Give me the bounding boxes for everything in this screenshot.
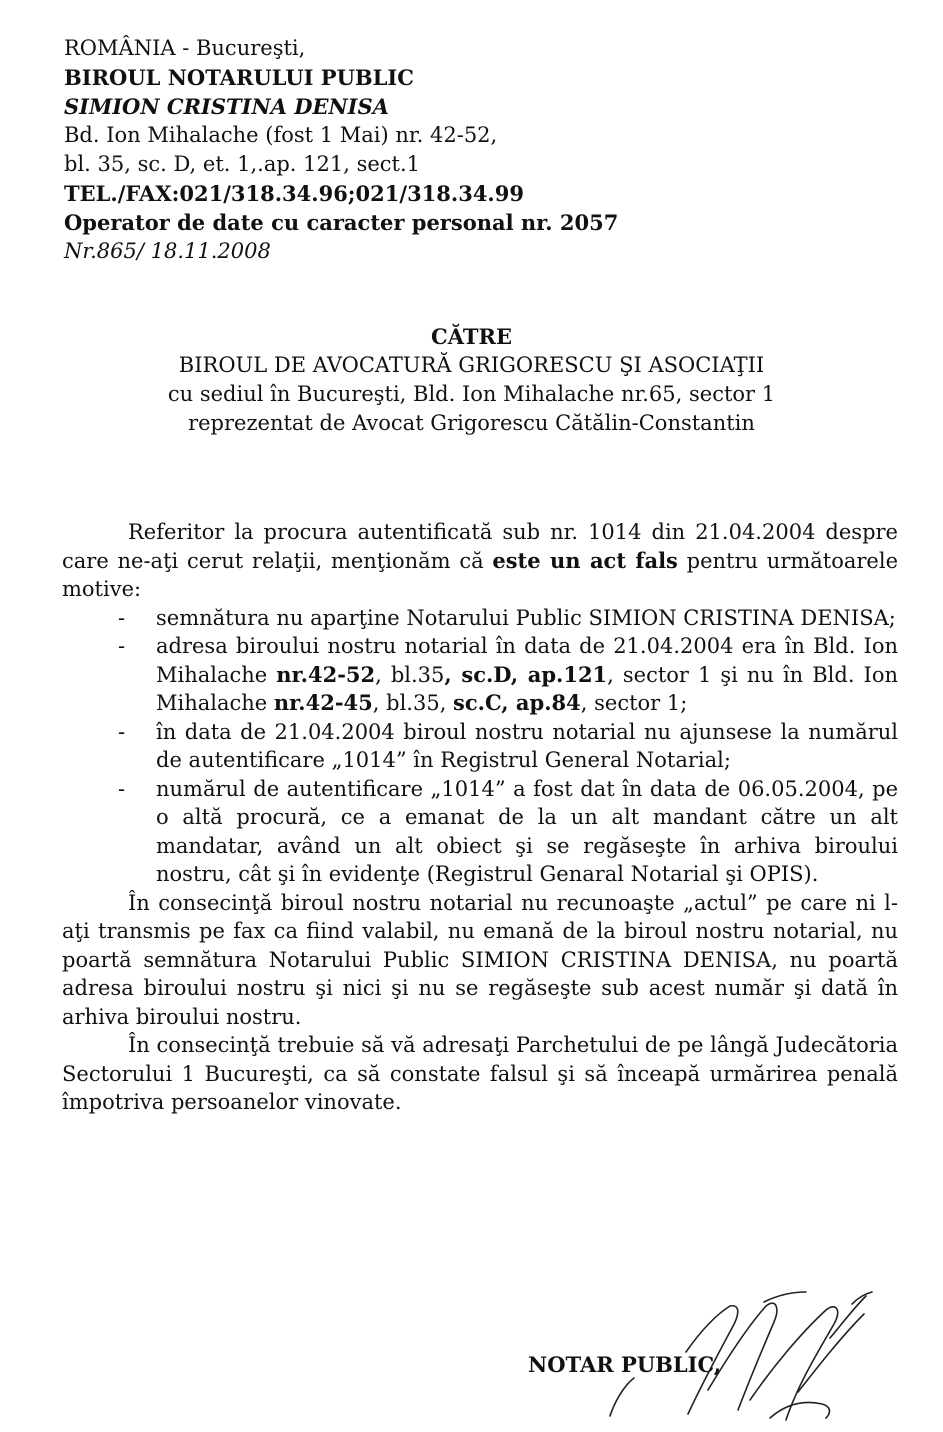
reason-text: semnătura nu aparţine Notarului Public SIMION CRISTINA DENISA; (156, 605, 896, 630)
addressee-block (0, 322, 943, 438)
intro-bold-text: este un act fals (492, 547, 678, 573)
bullet-dash: - (118, 719, 126, 744)
addressee-line-1: BIROUL DE AVOCATURĂ GRIGORESCU ŞI ASOCIAŢII (178, 353, 765, 377)
reasons-list (62, 604, 898, 889)
list-item (62, 632, 898, 718)
reason-text: în data de 21.04.2004 biroul nostru notarial nu ajunsese la numărul de autentificare „1014” în Registrul General Notarial; (156, 719, 898, 772)
letter-body (62, 518, 898, 1117)
addressee-line-2: cu sediul în Bucureşti, Bld. Ion Mihalache nr.65, sector 1 (167, 382, 776, 406)
addressee-line-3: reprezentat de Avocat Grigorescu Cătălin-Constantin (188, 411, 755, 435)
office-name: BIROUL NOTARULUI PUBLIC (64, 65, 414, 90)
data-operator-number: Operator de date cu caracter personal nr. 2057 (64, 210, 619, 235)
list-item (62, 604, 898, 633)
reason-text: adresa biroului nostru notarial în data de 21.04.2004 era în Bld. Ion Mihalache (156, 634, 898, 687)
intro-text-b: pentru următoarele motive: (62, 548, 898, 601)
address-line-1: Bd. Ion Mihalache (fost 1 Mai) nr. 42-52, (64, 123, 498, 147)
address-line-2: bl. 35, sc. D, et. 1,.ap. 121, sect.1 (64, 152, 421, 176)
reason-text: , bl.35, (372, 691, 454, 715)
list-item (62, 718, 898, 775)
bullet-dash: - (118, 776, 126, 801)
reason-text: , sector 1 şi nu în Bld. Ion Mihalache (156, 662, 898, 715)
handwritten-signature (590, 1280, 880, 1432)
reason-text: numărul de autentificare „1014” a fost dat în data de 06.05.2004, pe o altă procură, ce a emanat de la un alt mandant către un alt mandatar, având un alt obiect şi se regăseşte în arhiva biroului nostru, cât şi în evidenţe (Registrul Genaral Notarial şi OPIS). (156, 776, 898, 886)
intro-paragraph (62, 518, 898, 604)
reason-text: , sector 1; (580, 691, 688, 715)
reason-text: , bl.35 (375, 662, 445, 687)
list-item (62, 775, 898, 889)
intro-text-a: Referitor la procura autentificată sub nr. 1014 din 21.04.2004 despre care ne-aţi cerut relaţii, menţionăm că (62, 520, 898, 573)
consequence-paragraph-1: În consecinţă biroul nostru notarial nu recunoaşte „actul” pe care ni l-aţi transmis pe fax ca fiind valabil, nu emană de la biroul nostru notarial, nu poartă semnătura Notarului Public SIMION CRISTINA DENISA, nu poartă adresa biroului nostru şi nici şi nu se regăseşte sub acest număr şi dată în arhiva biroului nostru. (62, 890, 898, 1029)
signature-label: NOTAR PUBLIC, (528, 1352, 722, 1377)
reference-number: Nr.865/ 18.11.2008 (64, 239, 271, 263)
reason-bold-text: nr.42-52 (276, 661, 376, 687)
phone-fax: TEL./FAX:021/318.34.96;021/318.34.99 (64, 181, 524, 206)
notary-name: SIMION CRISTINA DENISA (64, 94, 389, 119)
consequence-paragraph-2: În consecinţă trebuie să vă adresaţi Parchetului de pe lângă Judecătoria Sectorului 1 Bucureşti, ca să constate falsul şi să înceapă urmărirea penală împotriva persoanelor vinovate. (62, 1033, 898, 1114)
country-city: ROMÂNIA - Bucureşti, (64, 36, 306, 60)
reason-bold-text: , sc.D, ap.121 (444, 661, 608, 687)
addressee-heading: CĂTRE (431, 324, 512, 349)
bullet-dash: - (118, 634, 126, 658)
bullet-dash: - (118, 605, 126, 630)
reason-bold-text: nr.42-45 (273, 690, 373, 715)
letterhead (64, 34, 618, 266)
reason-bold-text: sc.C, ap.84 (453, 690, 581, 715)
